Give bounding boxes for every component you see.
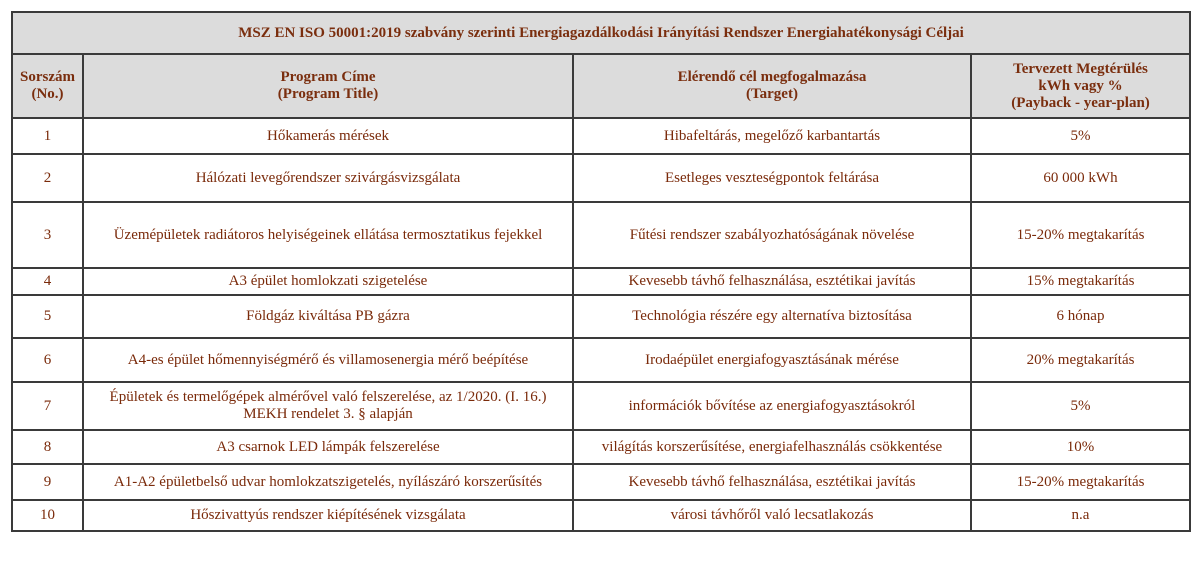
row-program: Hőszivattyús rendszer kiépítésének vizsgálata <box>83 500 573 531</box>
row-no: 3 <box>12 202 83 268</box>
row-no: 2 <box>12 154 83 202</box>
row-payback: 60 000 kWh <box>971 154 1190 202</box>
row-program: Üzemépületek radiátoros helyiségeinek ellátása termosztatikus fejekkel <box>83 202 573 268</box>
table-row <box>12 118 1190 154</box>
table-row <box>12 338 1190 382</box>
header-program <box>83 54 573 118</box>
row-no: 10 <box>12 500 83 531</box>
row-target: Esetleges veszteségpontok feltárása <box>573 154 971 202</box>
header-payback-line1: Tervezett Megtérülés <box>1013 60 1148 77</box>
header-payback <box>971 54 1190 118</box>
title-row <box>12 12 1190 54</box>
row-payback: 5% <box>971 382 1190 430</box>
row-no: 6 <box>12 338 83 382</box>
table-row <box>12 500 1190 531</box>
row-payback: 15-20% megtakarítás <box>971 202 1190 268</box>
table-row <box>12 202 1190 268</box>
row-program: Hálózati levegőrendszer szivárgásvizsgálata <box>83 154 573 202</box>
header-no-line1: Sorszám <box>20 69 75 85</box>
table-row <box>12 464 1190 500</box>
header-target-line1: Elérendő cél megfogalmazása <box>677 69 867 85</box>
row-no: 4 <box>12 268 83 295</box>
row-target: Irodaépület energiafogyasztásának mérése <box>573 338 971 382</box>
row-payback: 10% <box>971 430 1190 464</box>
table-row <box>12 382 1190 430</box>
row-program: Hőkamerás mérések <box>83 118 573 154</box>
row-no: 5 <box>12 295 83 338</box>
table-row <box>12 430 1190 464</box>
row-program: A4-es épület hőmennyiségmérő és villamosenergia mérő beépítése <box>83 338 573 382</box>
energy-goals-table <box>11 11 1191 532</box>
row-target: Kevesebb távhő felhasználása, esztétikai javítás <box>573 268 971 295</box>
table-title: MSZ EN ISO 50001:2019 szabvány szerinti Energiagazdálkodási Irányítási Rendszer Energiahatékonysági Céljai <box>12 12 1190 54</box>
row-payback: 15-20% megtakarítás <box>971 464 1190 500</box>
header-payback-line3: (Payback - year-plan) <box>1011 94 1150 111</box>
header-program-line2: (Program Title) <box>277 86 379 102</box>
energy-goals-table-wrapper <box>11 11 1189 564</box>
table-row <box>12 154 1190 202</box>
row-target: Hibafeltárás, megelőző karbantartás <box>573 118 971 154</box>
row-program: Épületek és termelőgépek almérővel való felszerelése, az 1/2020. (I. 16.) MEKH rendelet 3. § alapján <box>83 382 573 430</box>
header-program-line1: Program Címe <box>280 69 376 85</box>
row-payback: n.a <box>971 500 1190 531</box>
row-program: Földgáz kiváltása PB gázra <box>83 295 573 338</box>
row-target: Kevesebb távhő felhasználása, esztétikai javítás <box>573 464 971 500</box>
row-target: világítás korszerűsítése, energiafelhasználás csökkentése <box>573 430 971 464</box>
header-payback-line2: kWh vagy % <box>1038 77 1123 94</box>
header-no-line2: (No.) <box>31 86 64 102</box>
header-target-line2: (Target) <box>746 86 798 102</box>
table-row <box>12 268 1190 295</box>
table-row <box>12 295 1190 338</box>
header-row <box>12 54 1190 118</box>
row-target: információk bővítése az energiafogyasztásokról <box>573 382 971 430</box>
row-no: 8 <box>12 430 83 464</box>
row-payback: 20% megtakarítás <box>971 338 1190 382</box>
row-no: 9 <box>12 464 83 500</box>
row-payback: 5% <box>971 118 1190 154</box>
row-target: városi távhőről való lecsatlakozás <box>573 500 971 531</box>
row-payback: 15% megtakarítás <box>971 268 1190 295</box>
header-no <box>12 54 83 118</box>
row-payback: 6 hónap <box>971 295 1190 338</box>
row-target: Fűtési rendszer szabályozhatóságának növelése <box>573 202 971 268</box>
row-program: A1-A2 épületbelső udvar homlokzatszigetelés, nyílászáró korszerűsítés <box>83 464 573 500</box>
row-program: A3 csarnok LED lámpák felszerelése <box>83 430 573 464</box>
header-target <box>573 54 971 118</box>
row-no: 1 <box>12 118 83 154</box>
row-target: Technológia részére egy alternatíva biztosítása <box>573 295 971 338</box>
row-no: 7 <box>12 382 83 430</box>
row-program: A3 épület homlokzati szigetelése <box>83 268 573 295</box>
